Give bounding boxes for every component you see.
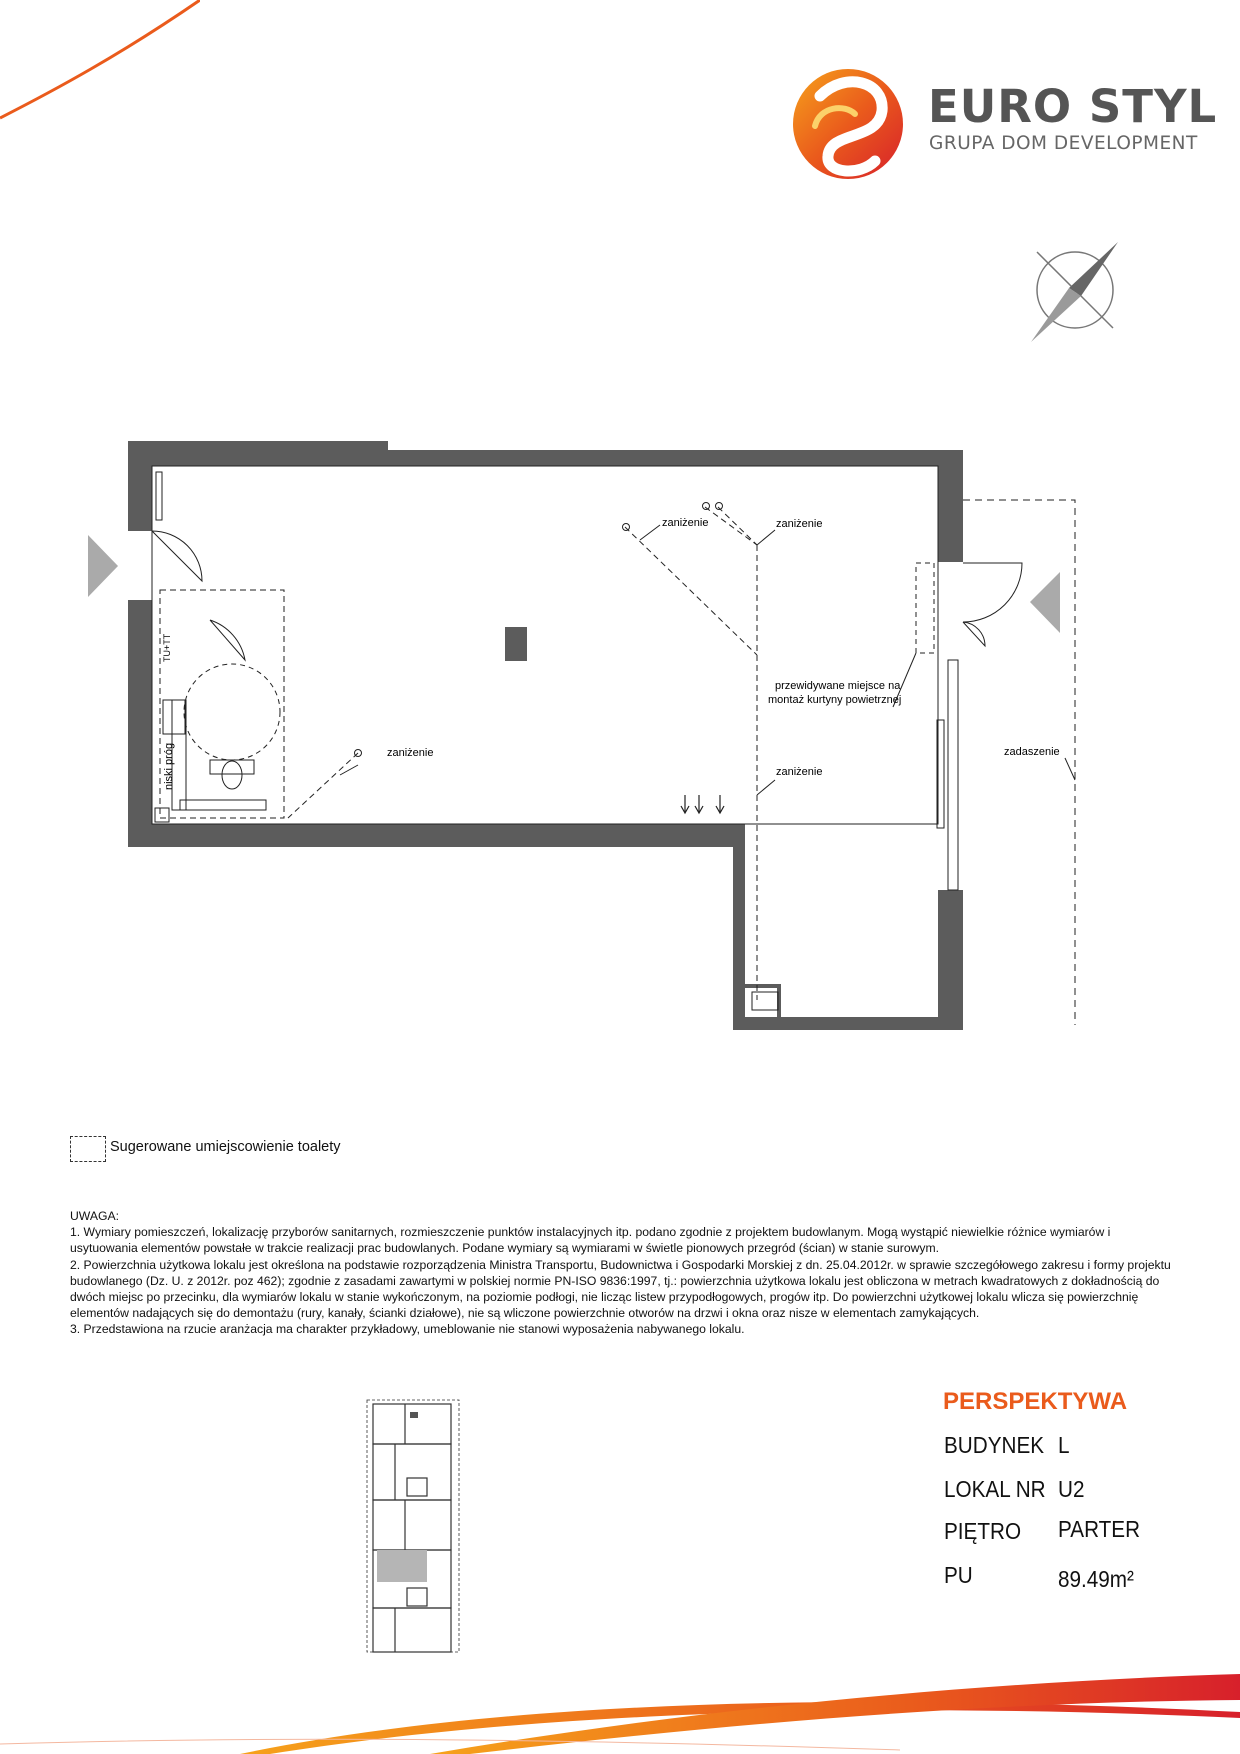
unit-value: U2 [1058,1476,1085,1502]
brand-name: EURO STYL [928,80,1218,133]
euro-styl-logo-icon [790,66,906,182]
key-plan-highlight [377,1550,427,1582]
walls [128,441,963,1030]
wc-circle [184,664,280,760]
lowering-label-2: zaniżenie [776,518,823,530]
area-value: 89.49m² [1058,1566,1134,1592]
label-leaders [340,525,1075,795]
arrows-down-icon [681,795,724,813]
lowering-label-1: zaniżenie [662,517,709,529]
air-curtain-note-line2: montaż kurtyny powietrznej [768,694,902,706]
lowering-label-4: zaniżenie [387,747,434,759]
notes [70,1208,1180,1338]
note-1: 1. Wymiary pomieszczeń, lokalizację przyborów sanitarnych, rozmieszczenie punktów instalacyjnych itp. podano zgodnie z projektem budowlanym. Mogą wystąpić niewielkie różnice wymiarów i usytuowania elementów powstałe w trakcie realizacji prac budowlanych. Podane wymiary są wymiarami w świetle pionowych przegród (ścian) w stanie surowym. [70,1225,1111,1256]
building-value: L [1058,1432,1070,1458]
entrance-arrow-right-icon [1030,572,1060,633]
toilet-legend-swatch [70,1136,106,1162]
doors [152,531,1022,660]
unit-label: LOKAL NR [944,1476,1046,1502]
area-label: PU [944,1562,973,1588]
toilet-legend-label: Sugerowane umiejscowienie toalety [110,1139,341,1155]
top-decorative-curve [0,0,200,130]
note-2: 2. Powierzchnia użytkowa lokalu jest określona na podstawie rozporządzenia Ministra Transportu, Budownictwa i Gospodarki Morskiej z dn. 25.04.2012r. w sprawie szczegółowego zakresu i formy projektu budowlanego (Dz. U. z 2012r. poz 462); zgodnie z zasadami zawartymi w polskiej normie PN-ISO 9836:1997, tj.: powierzchnia użytkowa lokalu jest obliczona w metrach kwadratowych z dokładnością do dwóch miejsc po przecinku, dla wymiarów lokalu w stanie wykończonym, na poziomie podłogi, nie licząc listew przypodłogowych, progów itp. Do powierzchni użytkowej lokalu wlicza się powierzchnię elementów nadających się do demontażu (rury, kanały, ścianki działowe), nie są wliczone powierzchnie otworów na drzwi i okna oraz nisze w elementach zamykających. [70,1257,1171,1321]
entrance-arrow-left-icon [88,535,118,597]
lowering-lines [288,507,757,1000]
brand-subtitle: GRUPA DOM DEVELOPMENT [929,133,1198,154]
bottom-decorative-swoosh [0,1640,1240,1754]
note-3: 3. Przedstawiona na rzucie aranżacja ma charakter przykładowy, umeblowanie nie stanowi wyposażenia nabywanego lokalu. [70,1322,745,1337]
column [505,627,527,661]
floor-plan [0,420,1240,1040]
floor-label: PIĘTRO [944,1518,1022,1544]
north-compass-icon [1025,238,1125,346]
air-curtain-note-line1: przewidywane miejsce na [775,680,901,692]
interior-lines [152,466,1075,1025]
utility-label: TU+TT [162,633,172,662]
summary-title: PERSPEKTYWA [943,1388,1128,1415]
low-threshold-label: niski próg [163,742,175,790]
drain-markers [355,503,723,757]
canopy-label: zadaszenie [1004,746,1060,758]
lowering-label-3: zaniżenie [776,766,823,778]
floor-value: PARTER [1058,1516,1141,1542]
building-key-plan [365,1398,465,1658]
notes-heading: UWAGA: [70,1209,119,1223]
building-label: BUDYNEK [944,1432,1045,1458]
